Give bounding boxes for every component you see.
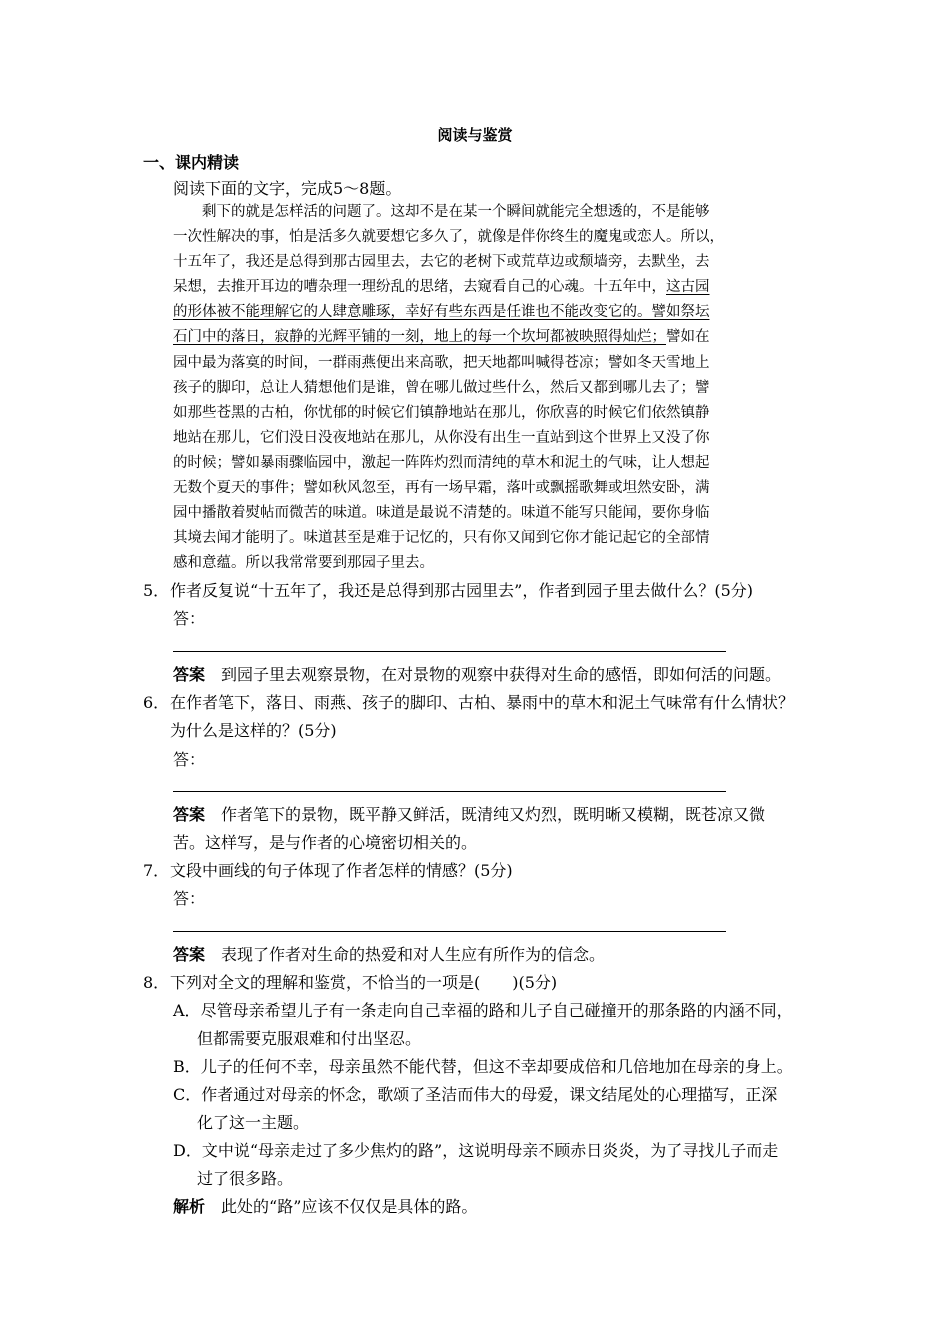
analysis-block [173,1194,477,1217]
question-text: 作者反复说“十五年了，我还是总得到那古园里去”，作者到园子里去做什么？(5分) [170,581,754,600]
option-c-cont: 化了这一主题。 [197,1113,310,1132]
passage-line: 十五年了，我还是总得到那古园里去，去它的老树下或荒草边或颓墙旁，去默坐，去 [173,254,710,271]
answer-prompt: 答： [173,889,206,908]
answer-line[interactable] [173,791,726,792]
question-number: 7． [143,861,170,880]
passage-line: 石门中的落日，寂静的光辉平铺的一刻，地上的每一个坎坷都被映照得灿烂；譬如在 [173,329,710,346]
passage-line: 的时候；譬如暴雨骤临园中，激起一阵阵灼烈而清纯的草木和泥土的气味，让人想起 [173,454,710,471]
option-a-cont: 但都需要克服艰难和付出坚忍。 [197,1029,422,1048]
question-text-cont: 为什么是这样的？(5分) [170,721,337,740]
answer-prompt: 答： [173,750,206,769]
answer-label: 答案 [173,805,206,824]
passage-line: 剩下的就是怎样活的问题了。这却不是在某一个瞬间就能完全想透的，不是能够 [173,204,710,220]
question-text: 下列对全文的理解和鉴赏，不恰当的一项是( )(5分) [170,973,558,992]
analysis-label: 解析 [173,1197,206,1216]
answer-text: 表现了作者对生命的热爱和对人生应有所作为的信念。 [221,945,606,964]
question-number: 6． [143,693,170,712]
answer-text-cont: 苦。这样写，是与作者的心境密切相关的。 [173,833,478,852]
passage-line [173,300,813,325]
passage-line: 感和意蕴。所以我常常要到那园子里去。 [173,555,434,572]
underlined-sentence: 的形体被不能理解它的人肆意雕琢，幸好有些东西是任谁也不能改变它的。譬如祭坛 [173,304,710,321]
underlined-sentence: 石门中的落日，寂静的光辉平铺的一刻，地上的每一个坎坷都被映照得灿烂； [173,329,666,346]
question-number: 5． [143,581,170,600]
answer-block [173,942,605,965]
section-heading: 一、课内精读 [143,153,240,172]
option-a[interactable]: A．尽管母亲希望儿子有一条走向自己幸福的路和儿子自己碰撞开的那条路的内涵不同， [173,1001,793,1020]
answer-line[interactable] [173,651,726,652]
option-d-cont: 过了很多路。 [197,1169,294,1188]
instruction: 阅读下面的文字，完成5～8题。 [173,179,402,198]
passage-line: 地站在那儿，它们没日没夜地站在那儿，从你没有出生一直站到这个世界上又没了你 [173,429,710,446]
passage-line: 一次性解决的事，怕是活多久就要想它多久了，就像是伴你终生的魔鬼或恋人。所以， [173,229,724,246]
passage-line: 无数个夏天的事件；譬如秋风忽至，再有一场早霜，落叶或飘摇歌舞或坦然安卧，满 [173,480,710,497]
answer-label: 答案 [173,945,206,964]
answer-block [173,802,765,825]
question-number: 8． [143,973,170,992]
page-title: 阅读与鉴赏 [437,126,513,144]
answer-block [173,662,781,685]
analysis-text: 此处的“路”应该不仅仅是具体的路。 [221,1197,478,1216]
passage-line: 呆想，去推开耳边的嘈杂理一理纷乱的思绪，去窥看自己的心魂。十五年中，这古园 [173,279,710,296]
answer-text: 作者笔下的景物，既平静又鲜活，既清纯又灼烈，既明晰又模糊，既苍凉又微 [221,805,766,824]
option-b[interactable]: B．儿子的任何不幸，母亲虽然不能代替，但这不幸却要成倍和几倍地加在母亲的身上。 [173,1057,793,1076]
answer-label: 答案 [173,665,206,684]
passage-line: 如那些苍黑的古柏，你忧郁的时候它们镇静地站在那儿，你欣喜的时候它们依然镇静 [173,404,710,421]
reading-passage [173,200,813,576]
underlined-sentence: 这古园 [666,279,710,296]
question-text: 文段中画线的句子体现了作者怎样的情感？(5分) [170,861,513,880]
option-d[interactable]: D．文中说“母亲走过了多少焦灼的路”，这说明母亲不顾赤日炎炎，为了寻找儿子而走 [173,1141,779,1160]
answer-text: 到园子里去观察景物，在对景物的观察中获得对生命的感悟，即如何活的问题。 [221,665,782,684]
question-text: 在作者笔下，落日、雨燕、孩子的脚印、古柏、暴雨中的草木和泥土气味常有什么情状？ [170,693,795,712]
passage-line: 园中播散着熨帖而微苦的味道。味道是最说不清楚的。味道不能写只能闻，要你身临 [173,505,710,522]
passage-line: 其境去闻才能明了。味道甚至是难于记忆的，只有你又闻到它你才能记起它的全部情 [173,530,710,547]
answer-line[interactable] [173,931,726,932]
passage-line: 园中最为落寞的时间，一群雨燕便出来高歌，把天地都叫喊得苍凉；譬如冬天雪地上 [173,354,710,371]
answer-prompt: 答： [173,609,206,628]
passage-line: 孩子的脚印，总让人猜想他们是谁，曾在哪儿做过些什么，然后又都到哪儿去了；譬 [173,379,710,396]
option-c[interactable]: C．作者通过对母亲的怀念，歌颂了圣洁而伟大的母爱，课文结尾处的心理描写，正深 [173,1085,778,1104]
